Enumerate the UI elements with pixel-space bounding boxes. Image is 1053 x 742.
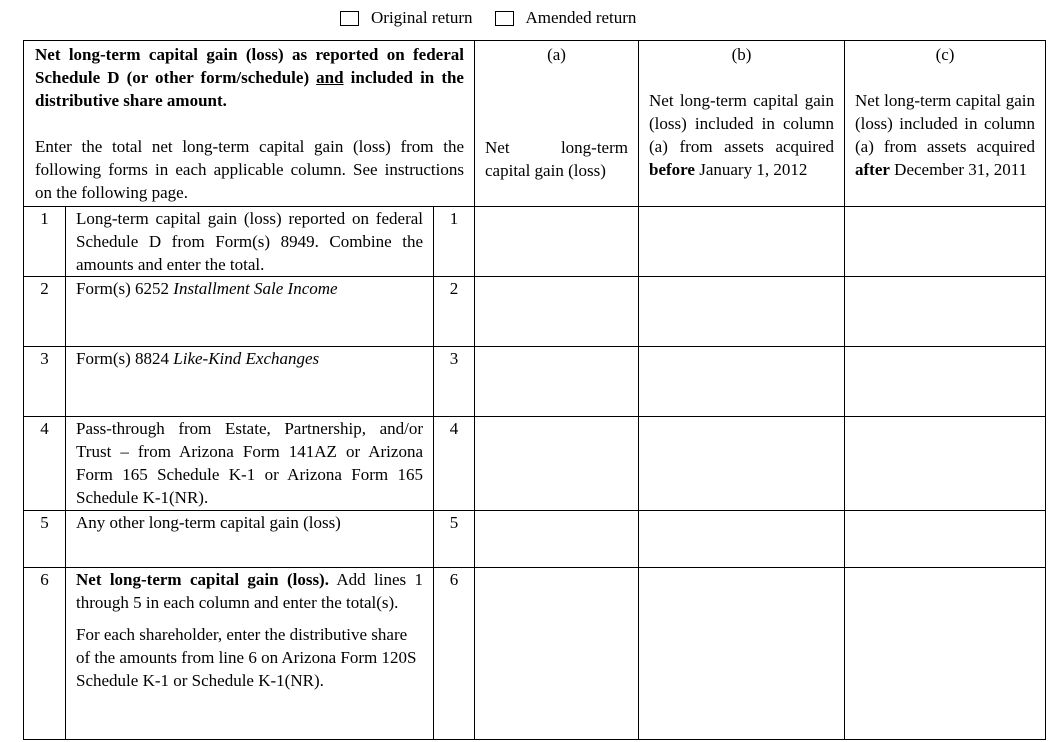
return-type-selector [340,6,658,30]
line-5-col-b-input[interactable] [639,511,845,568]
table-row-1 [24,207,1046,277]
column-c-header [845,41,1046,207]
line-6-col-a-input[interactable] [475,568,639,740]
line-2-col-c-input[interactable] [845,277,1046,347]
column-b-description: Net long-term capital gain (loss) included in column (a) from assets acquired before January 1, 2012 [649,91,834,179]
table-row-3 [24,347,1046,417]
line-4-col-c-input[interactable] [845,417,1046,511]
line-1-col-b-input[interactable] [639,207,845,277]
line-4-col-a-input[interactable] [475,417,639,511]
table-row-5 [24,511,1046,568]
column-a-description: Net long-term capital gain (loss) [485,138,628,180]
line-description: Any other long-term capital gain (loss) [66,511,434,568]
line-ref: 3 [434,347,475,417]
amended-return-checkbox[interactable] [495,11,514,26]
line-number: 3 [24,347,66,417]
line-2-col-b-input[interactable] [639,277,845,347]
line-number: 5 [24,511,66,568]
original-return-label: Original return [371,8,473,27]
column-c-letter: (c) [935,45,955,64]
table-row-6 [24,568,1046,740]
header-bold-text: Net long-term capital gain (loss) as reported on federal Schedule D (or other form/schedule) and included in the distributive share amount. [35,45,464,110]
line-1-col-a-input[interactable] [475,207,639,277]
line-3-col-c-input[interactable] [845,347,1046,417]
column-b-header [639,41,845,207]
line-number: 2 [24,277,66,347]
line-3-col-a-input[interactable] [475,347,639,417]
clipped-top-heading [0,0,1053,4]
line-description: Pass-through from Estate, Partnership, and/or Trust – from Arizona Form 141AZ or Arizona Form 165 Schedule K-1 or Arizona Form 165 Schedule K-1(NR). [66,417,434,511]
header-description-cell [24,41,475,207]
line-description: Net long-term capital gain (loss). Add lines 1 through 5 in each column and enter the total(s). For each shareholder, enter the distributive share of the amounts from line 6 on Arizona Form 120S Schedule K-1 or Schedule K-1(NR). [66,568,434,740]
line-5-col-c-input[interactable] [845,511,1046,568]
table-row-2 [24,277,1046,347]
line-number: 6 [24,568,66,740]
line-5-col-a-input[interactable] [475,511,639,568]
column-c-description: Net long-term capital gain (loss) included in column (a) from assets acquired after December 31, 2011 [855,91,1035,179]
line-description: Form(s) 8824 Like-Kind Exchanges [66,347,434,417]
line-1-col-c-input[interactable] [845,207,1046,277]
table-header-row [24,41,1046,207]
column-b-letter: (b) [731,45,752,64]
line-description: Long-term capital gain (loss) reported on federal Schedule D from Form(s) 8949. Combine the amounts and enter the total. [66,207,434,277]
line-6-col-c-input[interactable] [845,568,1046,740]
line-ref: 2 [434,277,475,347]
amended-return-label: Amended return [525,8,637,27]
line-number: 4 [24,417,66,511]
line-description: Form(s) 6252 Installment Sale Income [66,277,434,347]
line-ref: 6 [434,568,475,740]
table-row-4 [24,417,1046,511]
header-instructions: Enter the total net long-term capital gain (loss) from the following forms in each applicable column. See instructions on the following page. [35,137,464,202]
capital-gain-table [23,40,1046,740]
line-ref: 1 [434,207,475,277]
original-return-checkbox[interactable] [340,11,359,26]
line-ref: 5 [434,511,475,568]
line-4-col-b-input[interactable] [639,417,845,511]
line-ref: 4 [434,417,475,511]
column-a-letter: (a) [547,45,566,64]
line-2-col-a-input[interactable] [475,277,639,347]
line-6-col-b-input[interactable] [639,568,845,740]
line-6-note: For each shareholder, enter the distributive share of the amounts from line 6 on Arizona Form 120S Schedule K-1 or Schedule K-1(NR). [76,625,417,690]
line-3-col-b-input[interactable] [639,347,845,417]
column-a-header [475,41,639,207]
line-number: 1 [24,207,66,277]
